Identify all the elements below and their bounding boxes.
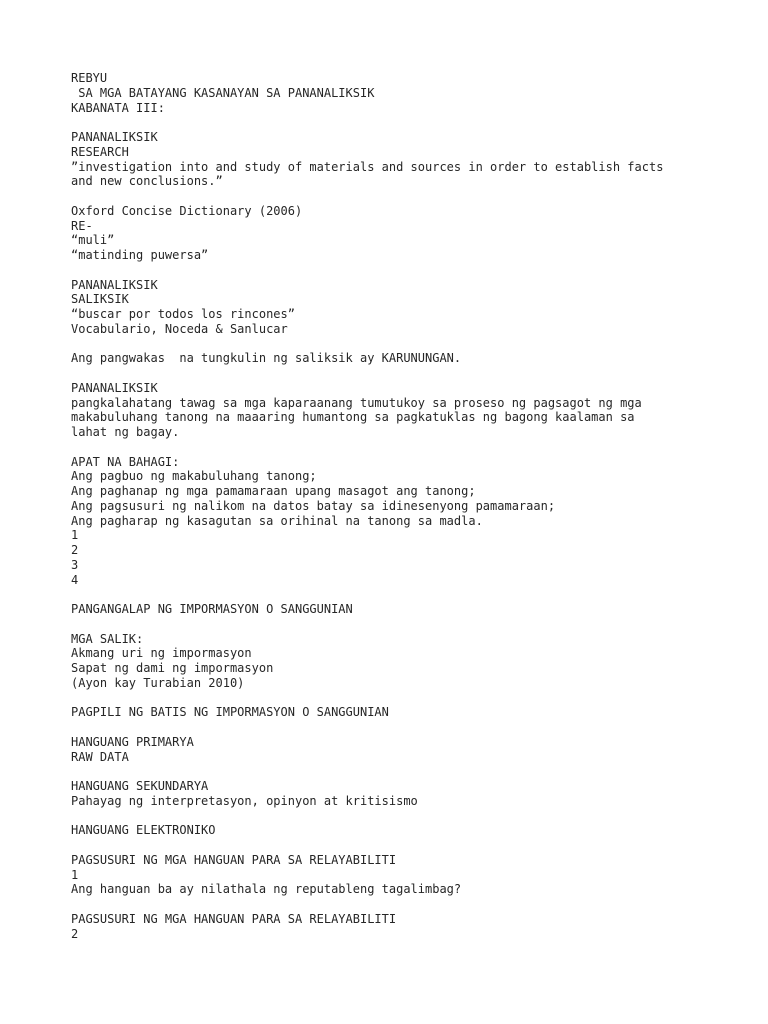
text-line: SA MGA BATAYANG KASANAYAN SA PANANALIKSIK bbox=[71, 85, 375, 100]
text-line: HANGUANG PRIMARYA bbox=[71, 734, 194, 749]
text-line: 1 bbox=[71, 867, 79, 882]
text-line: HANGUANG ELEKTRONIKO bbox=[71, 823, 216, 838]
blank-line bbox=[71, 337, 751, 352]
text-line: makabuluhang tanong na maaaring humantong sa pagkatuklas ng bagong kaalaman sa bbox=[71, 410, 635, 425]
text-line: KABANATA III: bbox=[71, 100, 165, 115]
text-line: Pahayag ng interpretasyon, opinyon at kritisismo bbox=[71, 793, 418, 808]
text-line: RAW DATA bbox=[71, 749, 129, 764]
text-line: Ang paghanap ng mga pamamaraan upang masagot ang tanong; bbox=[71, 484, 476, 498]
text-line: RESEARCH bbox=[71, 144, 129, 159]
text-line: and new conclusions.” bbox=[71, 174, 223, 189]
text-line: 4 bbox=[71, 572, 79, 587]
text-line: Ang pagharap ng kasagutan sa orihinal na tanong sa madla. bbox=[71, 513, 483, 528]
text-line: APAT NA BAHAGI: bbox=[71, 454, 180, 469]
text-line: 1 bbox=[71, 528, 79, 543]
text-line: HANGUANG SEKUNDARYA bbox=[71, 779, 209, 793]
blank-line bbox=[71, 115, 751, 130]
blank-line bbox=[71, 263, 751, 278]
text-line: PANANALIKSIK bbox=[71, 380, 158, 395]
text-line: “matinding puwersa” bbox=[71, 248, 209, 262]
text-line: PANANALIKSIK bbox=[71, 130, 158, 144]
document-text bbox=[71, 71, 751, 941]
text-line: PAGSUSURI NG MGA HANGUAN PARA SA RELAYABILITI bbox=[71, 911, 397, 926]
blank-line bbox=[71, 189, 751, 204]
blank-line bbox=[71, 720, 751, 735]
text-line: Ang pagsusuri ng nalikom na datos batay sa idinesenyong pamamaraan; bbox=[71, 498, 556, 513]
text-line: Akmang uri ng impormasyon bbox=[71, 646, 252, 661]
text-line: 2 bbox=[71, 926, 79, 941]
text-line: 2 bbox=[71, 543, 79, 557]
blank-line bbox=[71, 838, 751, 853]
blank-line bbox=[71, 617, 751, 632]
blank-line bbox=[71, 587, 751, 602]
text-line: Oxford Concise Dictionary (2006) bbox=[71, 203, 303, 218]
text-line: PAGSUSURI NG MGA HANGUAN PARA SA RELAYABILITI bbox=[71, 852, 397, 867]
blank-line bbox=[71, 764, 751, 779]
text-line: lahat ng bagay. bbox=[71, 425, 180, 439]
blank-line bbox=[71, 440, 751, 455]
blank-line bbox=[71, 897, 751, 912]
text-line: PAGPILI NG BATIS NG IMPORMASYON O SANGGUNIAN bbox=[71, 705, 389, 720]
blank-line bbox=[71, 366, 751, 381]
text-line: PANANALIKSIK bbox=[71, 277, 158, 292]
blank-line bbox=[71, 809, 751, 824]
text-line: “muli” bbox=[71, 233, 115, 248]
text-line: (Ayon kay Turabian 2010) bbox=[71, 675, 245, 690]
text-line: Vocabulario, Noceda & Sanlucar bbox=[71, 321, 288, 336]
text-line: “buscar por todos los rincones” bbox=[71, 307, 295, 321]
text-line: pangkalahatang tawag sa mga kaparaanang tumutukoy sa proseso ng pagsagot ng mga bbox=[71, 395, 642, 410]
text-line: Ang pagbuo ng makabuluhang tanong; bbox=[71, 469, 317, 484]
text-line: RE- bbox=[71, 218, 93, 233]
text-line: ”investigation into and study of materials and sources in order to establish facts bbox=[71, 159, 664, 174]
blank-line bbox=[71, 691, 751, 706]
text-line: Ang hanguan ba ay nilathala ng reputableng tagalimbag? bbox=[71, 882, 462, 897]
text-line: SALIKSIK bbox=[71, 292, 129, 307]
text-line: Sapat ng dami ng impormasyon bbox=[71, 661, 274, 675]
text-line: PANGANGALAP NG IMPORMASYON O SANGGUNIAN bbox=[71, 602, 353, 616]
text-line: REBYU bbox=[71, 71, 108, 85]
text-line: MGA SALIK: bbox=[71, 631, 144, 646]
text-line: Ang pangwakas na tungkulin ng saliksik ay KARUNUNGAN. bbox=[71, 351, 462, 366]
text-line: 3 bbox=[71, 557, 79, 572]
